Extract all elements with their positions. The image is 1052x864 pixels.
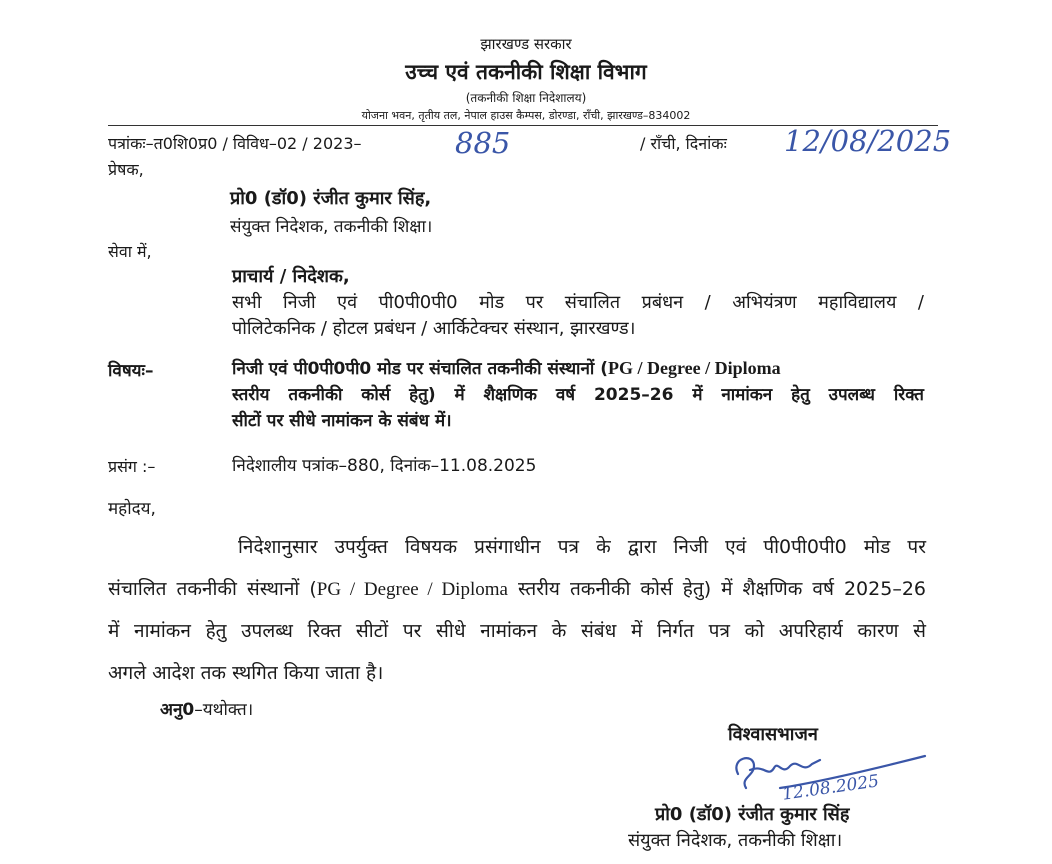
recipient-line-2: पोलिटेकनिक / होटल प्रबंधन / आर्किटेक्चर संस्थान, झारखण्ड। [232,318,636,339]
enclosure-label: अनु0 [160,700,195,720]
body-line-2-courses: PG / Degree / Diploma [316,579,508,600]
signatory-designation: संयुक्त निदेशक, तकनीकी शिक्षा। [628,830,843,851]
recipient-title: प्राचार्य / निदेशक, [232,266,350,287]
sender-designation: संयुक्त निदेशक, तकनीकी शिक्षा। [230,217,433,237]
closing-regards: विश्वासभाजन [728,724,818,745]
directorate-name: (तकनीकी शिक्षा निदेशालय) [465,91,587,105]
subject-line-1 [232,356,781,379]
body-line-1: निदेशानुसार उपर्युक्त विषयक प्रसंगाधीन पत्र के द्वारा निजी एवं पी0पी0पी0 मोड पर [238,536,926,558]
letter-date: 12/08/2025 [784,124,952,158]
place-date-label: / राँची, दिनांकः [640,134,727,153]
enclosure [160,697,253,720]
department-name: उच्च एवं तकनीकी शिक्षा विभाग [405,60,647,84]
subject-line-1-courses: PG / Degree / Diploma [607,358,781,378]
sender-label: प्रेषक, [108,160,144,179]
signatory-name: प्रो0 (डॉ0) रंजीत कुमार सिंह [655,804,850,825]
government-name: झारखण्ड सरकार [480,35,572,53]
reference-text: निदेशालीय पत्रांक–880, दिनांक–11.08.2025 [232,456,537,476]
subject-line-3: सीटों पर सीधे नामांकन के संबंध में। [232,411,452,431]
reference-label: प्रसंग :– [108,457,156,476]
salutation: महोदय, [108,499,156,519]
subject-label: विषयः– [108,361,154,381]
recipient-line-1: सभी निजी एवं पी0पी0पी0 मोड पर संचालित प्रबंधन / अभियंत्रण महाविद्यालय / [232,292,924,313]
recipient-label: सेवा में, [108,242,152,261]
office-address: योजना भवन, तृतीय तल, नेपाल हाउस कैम्पस, डोरण्डा, राँची, झारखण्ड–834002 [361,109,691,122]
body-line-4: अगले आदेश तक स्थगित किया जाता है। [108,662,384,684]
subject-line-2: स्तरीय तकनीकी कोर्स हेतु) में शैक्षणिक वर्ष 2025–26 में नामांकन हेतु उपलब्ध रिक्त [232,385,924,405]
signature-date: 12.08.2025 [781,771,881,805]
sender-name: प्रो0 (डॉ0) रंजीत कुमार सिंह, [230,188,432,209]
letter-ref: पत्रांकः–त0शि0प्र0 / विविध–02 / 2023– [108,134,362,153]
body-line-3: में नामांकन हेतु उपलब्ध रिक्त सीटों पर सीधे नामांकन के संबंध में निर्गत पत्र को अपरिहार्य कारण से [108,620,926,642]
body-line-2 [108,568,926,611]
body-line-2-start: संचालित तकनीकी संस्थानों ( [108,578,317,600]
body-line-2-end: स्तरीय तकनीकी कोर्स हेतु) में शैक्षणिक वर्ष 2025–26 [507,578,926,600]
letter-ref-number: 885 [455,126,511,160]
enclosure-text: –यथोक्त। [194,700,254,720]
subject-line-1-text: निजी एवं पी0पी0पी0 मोड पर संचालित तकनीकी संस्थानों ( [232,359,608,379]
